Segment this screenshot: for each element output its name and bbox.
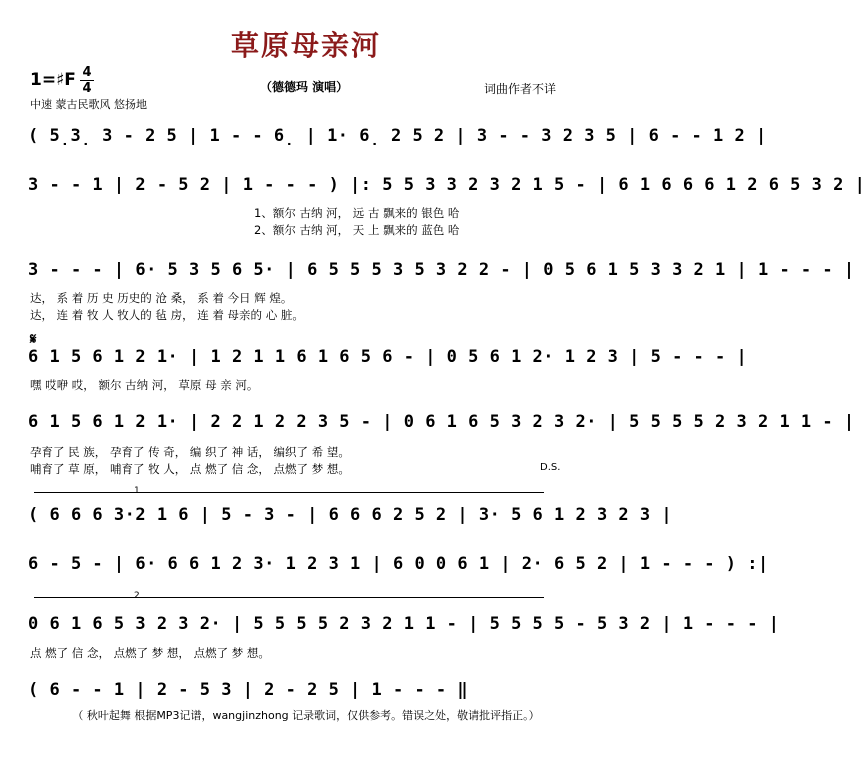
volta-bracket-2 [34, 591, 544, 606]
notation-line-9: ( 6 - - 1 | 2 - 5 3 | 2 - 2 5 | 1 - - - ‖ [28, 680, 469, 700]
notation-line-4: 6 1 5 6 1 2 1· | 1 2 1 1 6 1 6 5 6 - | 0 5 6 1 2· 1 2 3 | 5 - - - | [28, 347, 748, 367]
lyrics-line-1b: 2、额尔 古纳 河， 天 上 飘来的 蓝色 哈 [254, 223, 460, 237]
lyrics-line-4a: 孕育了 民 族， 孕育了 传 奇， 编 织了 神 话， 编织了 希 望。 [30, 445, 350, 459]
lyrics-line-2a: 达， 系 着 历 史 历史的 沧 桑， 系 着 今日 辉 煌。 [30, 291, 293, 305]
song-title: 草原母亲河 [230, 29, 381, 62]
notation-line-1: ( 5̣3̣ 3 - 2 5 | 1 - - 6̣ | 1· 6̣ 2 5 2 | 3 - - 3 2 3 5 | 6 - - 1 2 | [28, 126, 767, 146]
singer-label: （德德玛 演唱） [260, 80, 349, 94]
credit-label: 词曲作者不详 [484, 82, 557, 96]
time-signature [80, 66, 94, 95]
footer-note: （ 秋叶起舞 根据MP3记谱，wangjinzhong 记录歌词，仅供参考。错误之处，敬请批评指正。） [72, 709, 540, 722]
time-signature-top: 4 [82, 65, 92, 80]
notation-line-5: 6 1 5 6 1 2 1· | 2 2 1 2 2 3 5 - | 0 6 1 6 5 3 2 3 2· | 5 5 5 5 2 3 2 1 1 - | [28, 412, 855, 432]
volta-label-2: 2 [134, 591, 140, 601]
lyrics-line-2b: 达， 连 着 牧 人 牧人的 毡 房， 连 着 母亲的 心 脏。 [30, 308, 304, 322]
tempo-marking: 中速 蒙古民歌风 悠扬地 [30, 98, 147, 111]
lyrics-line-1a: 1、额尔 古纳 河， 远 古 飘来的 银色 哈 [254, 206, 460, 220]
notation-line-8: 0 6 1 6 5 3 2 3 2· | 5 5 5 5 2 3 2 1 1 - | 5 5 5 5 - 5 3 2 | 1 - - - | [28, 614, 780, 634]
segno-sign: 𝄋 [30, 330, 37, 348]
lyrics-line-4b: 哺育了 草 原， 哺育了 牧 人， 点 燃了 信 念， 点燃了 梦 想。 [30, 462, 350, 476]
notation-line-6: ( 6 6 6 3·2 1 6 | 5 - 3 - | 6 6 6 2 5 2 | 3· 5 6 1 2 3 2 3 | [28, 505, 673, 525]
volta-label-1: 1 [134, 486, 140, 496]
key-signature: 1=♯F [30, 70, 76, 90]
notation-line-7: 6 - 5 - | 6· 6 6 1 2 3· 1 2 3 1 | 6 0 0 6 1 | 2· 6 5 2 | 1 - - - ) :| [28, 554, 769, 574]
time-signature-bottom: 4 [82, 81, 92, 96]
lyrics-line-5: 点 燃了 信 念， 点燃了 梦 想， 点燃了 梦 想。 [30, 646, 270, 660]
notation-line-2: 3 - - 1 | 2 - 5 2 | 1 - - - ) |: 5 5 3 3 2 3 2 1 5 - | 6 1 6 6 6 1 2 6 5 3 2 | [28, 175, 865, 195]
volta-bracket-1 [34, 486, 544, 501]
notation-line-3: 3 - - - | 6· 5 3 5 6 5· | 6 5 5 5 3 5 3 2 2 - | 0 5 6 1 5 3 3 2 1 | 1 - - - | [28, 260, 855, 280]
lyrics-line-3: 嘿 哎咿 哎， 额尔 古纳 河， 草原 母 亲 河。 [30, 378, 259, 392]
ds-marking: D.S. [540, 462, 561, 473]
